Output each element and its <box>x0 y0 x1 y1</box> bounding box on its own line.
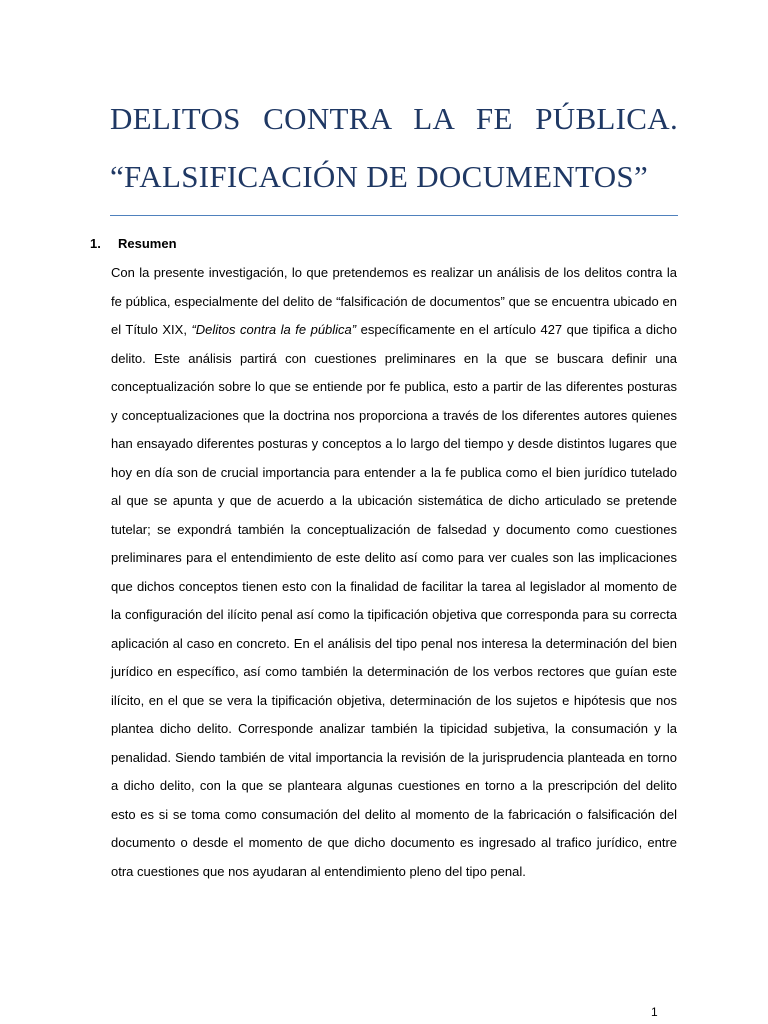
document-title <box>110 90 678 206</box>
title-divider <box>110 215 678 216</box>
section-number: 1. <box>90 236 101 251</box>
paragraph-text-part-1: Con la presente investigación, lo que pretendemos es realizar un análisis de los delitos contra la fe pública, especialmente del delito de “falsificación de documentos” que se encuentra ubicado en el Título XIX, <box>111 265 677 337</box>
paragraph-text-part-2: específicamente en el artículo 427 que tipifica a dicho delito. Este análisis partirá con cuestiones preliminares en la que se buscara definir una conceptualización sobre lo que se entiende por fe publica, esto a partir de las diferentes posturas y conceptualizaciones que la doctrina nos proporciona a través de los diferentes autores quienes han ensayado diferentes posturas y conceptos a lo largo del tiempo y desde distintos lugares que hoy en día son de crucial importancia para entender a la fe publica como el bien jurídico tutelado al que se apunta y que de acuerdo a la ubicación sistemática de dicho articulado se pretende tutelar; se expondrá también la conceptualización de falsedad y documento como cuestiones preliminares para el entendimiento de este delito así como para ver cuales son las implicaciones que dichos conceptos tienen esto con la finalidad de facilitar la tarea al legislador al momento de la configuración del ilícito penal así como la tipificación objetiva que corresponda para su correcta aplicación al caso en concreto. En el análisis del tipo penal nos interesa la determinación del bien jurídico en específico, así como también la determinación de los verbos rectores que guían este ilícito, en el que se vera la tipificación objetiva, determinación de los sujetos e hipótesis que nos plantea dicho delito. Corresponde analizar también la tipicidad subjetiva, la consumación y la penalidad. Siendo también de vital importancia la revisión de la jurisprudencia planteada en torno a dicho delito, con la que se planteara algunas cuestiones en torno a la prescripción del delito esto es si se toma como consumación del delito al momento de la fabricación o falsificación del documento o desde el momento de que dicho documento es ingresado al trafico jurídico, entre otra cuestiones que nos ayudaran al entendimiento pleno del tipo penal. <box>111 322 677 879</box>
section-title: Resumen <box>118 236 177 251</box>
page-number: 1 <box>651 1005 658 1019</box>
paragraph-italic-title: “Delitos contra la fe pública” <box>191 322 357 337</box>
section-heading <box>90 235 177 253</box>
title-line-1: DELITOS CONTRA LA FE PÚBLICA. <box>110 101 678 136</box>
title-line-2: “FALSIFICACIÓN DE DOCUMENTOS” <box>110 159 649 194</box>
summary-paragraph <box>111 259 677 886</box>
